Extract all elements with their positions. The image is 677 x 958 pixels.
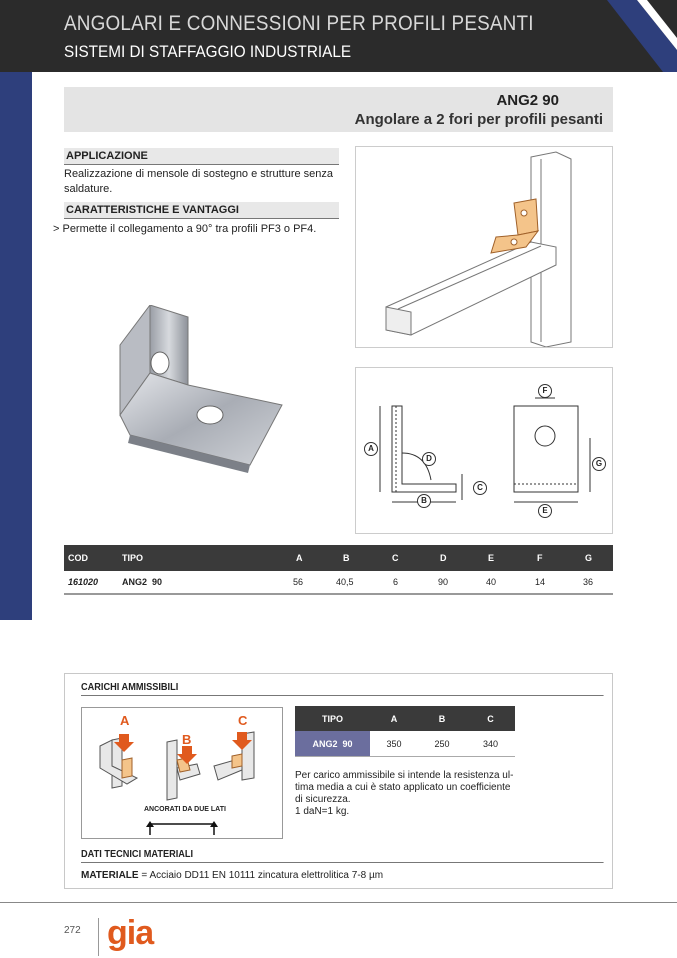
applicazione-text xyxy=(64,167,333,197)
label-b: B xyxy=(417,494,431,508)
loads-heading: CARICHI AMMISSIBILI xyxy=(81,682,604,696)
footer-divider xyxy=(0,902,677,903)
product-name: Angolare a 2 fori per profili pesanti xyxy=(354,111,603,128)
th-f: F xyxy=(537,553,543,563)
th-d: D xyxy=(440,553,447,563)
applicazione-heading: APPLICAZIONE xyxy=(64,148,339,165)
label-c: C xyxy=(473,481,487,495)
loads-table-header xyxy=(295,706,515,731)
lth-a: A xyxy=(390,713,398,724)
td-e: 40 xyxy=(486,577,497,587)
caratteristiche-heading: CARATTERISTICHE E VANTAGGI xyxy=(64,202,339,219)
ltd-b: 250 xyxy=(434,738,450,749)
footer-separator xyxy=(98,918,99,956)
installation-image xyxy=(355,146,613,348)
label-g: G xyxy=(592,457,606,471)
header-subtitle: SISTEMI DI STAFFAGGIO INDUSTRIALE xyxy=(64,42,352,61)
th-b: B xyxy=(343,553,350,563)
load-diagram-drawing xyxy=(82,708,282,838)
th-e: E xyxy=(488,553,495,563)
label-a: A xyxy=(364,442,378,456)
td-d: 90 xyxy=(438,577,449,587)
th-g: G xyxy=(585,553,593,563)
brand-logo: gia xyxy=(107,914,154,952)
header-title: ANGOLARI E CONNESSIONI PER PROFILI PESANTI xyxy=(64,12,534,35)
label-f: F xyxy=(538,384,552,398)
dimension-drawing xyxy=(356,368,612,533)
load-diagram xyxy=(81,707,283,839)
ltd-a: 350 xyxy=(386,738,402,749)
lth-c: C xyxy=(487,713,494,724)
note-line-3: di sicurezza. xyxy=(295,794,351,805)
anchored-label: ANCORATI DA DUE LATI xyxy=(144,806,226,813)
ltd-c: 340 xyxy=(482,738,499,749)
caratteristiche-bullet: > Permette il collegamento a 90° tra profili PF3 o PF4. xyxy=(53,223,317,235)
loads-section xyxy=(64,673,613,889)
main-table-header xyxy=(64,545,613,571)
load-label-b: B xyxy=(182,732,192,747)
note-line-2: tima media a cui è stato applicato un coefficiente xyxy=(295,782,511,793)
th-tipo: TIPO xyxy=(122,553,144,563)
applicazione-line-1: Realizzazione di mensole di sostegno e strutture senza xyxy=(64,168,334,180)
loads-table-row xyxy=(295,731,515,757)
td-tipo: ANG2 90 xyxy=(122,577,163,587)
header-corner-stripes xyxy=(597,0,677,72)
loads-note xyxy=(295,770,523,818)
td-cod: 161020 xyxy=(68,577,99,587)
bracket-photo xyxy=(110,305,295,475)
label-e: E xyxy=(538,504,552,518)
td-b: 40,5 xyxy=(336,577,354,587)
lth-tipo: TIPO xyxy=(321,713,343,724)
materials-heading: DATI TECNICI MATERIALI xyxy=(81,849,604,863)
td-f: 14 xyxy=(535,577,546,587)
th-a: A xyxy=(296,553,303,563)
lth-b: B xyxy=(438,713,446,724)
materials-label: MATERIALE xyxy=(81,870,139,881)
installation-drawing xyxy=(356,147,612,347)
load-label-a: A xyxy=(120,713,130,728)
product-code: ANG2 90 xyxy=(496,92,559,109)
table-row xyxy=(64,571,613,595)
note-line-4: 1 daN=1 kg. xyxy=(295,806,350,817)
technical-drawing xyxy=(355,367,613,534)
side-accent-bar xyxy=(0,72,32,620)
td-a: 56 xyxy=(293,577,304,587)
th-c: C xyxy=(392,553,399,563)
load-label-c: C xyxy=(238,713,248,728)
applicazione-line-2: saldature. xyxy=(64,183,113,195)
note-line-1: Per carico ammissibile si intende la resistenza ul- xyxy=(295,770,514,781)
header-left-band xyxy=(0,0,32,72)
materials-value: = Acciaio DD11 EN 10111 zincatura elettrolitica 7-8 µm xyxy=(138,870,384,881)
page-number: 272 xyxy=(64,925,81,936)
td-g: 36 xyxy=(583,577,594,587)
ltd-tipo: ANG2 90 xyxy=(295,731,370,756)
th-cod: COD xyxy=(68,553,88,563)
product-title-box xyxy=(64,87,613,132)
page-header xyxy=(32,0,677,72)
td-c: 6 xyxy=(393,577,399,587)
materials-line xyxy=(81,870,383,881)
label-d: D xyxy=(422,452,436,466)
